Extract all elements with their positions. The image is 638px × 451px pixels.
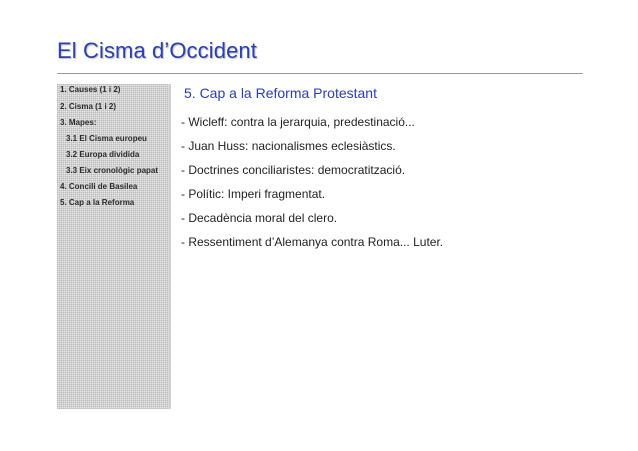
sidebar-item-concili-basilea[interactable]: 4. Concili de Basilea <box>60 182 138 191</box>
bullet-item: - Decadència moral del clero. <box>181 211 338 225</box>
bullet-item: - Wicleff: contra la jerarquia, predestinació... <box>181 115 415 129</box>
sidebar-item-cisma[interactable]: 2. Cisma (1 i 2) <box>60 102 117 111</box>
sidebar-item-cap-reforma[interactable]: 5. Cap a la Reforma <box>60 198 135 207</box>
slide-title: El Cisma d’Occident <box>57 38 257 63</box>
bullet-item: - Juan Huss: nacionalismes eclesiàstics. <box>181 139 396 153</box>
sidebar-item-eix-cronologic[interactable]: 3.3 Eix cronològic papat <box>66 166 159 175</box>
sidebar-item-europa-dividida[interactable]: 3.2 Europa dividida <box>66 150 140 159</box>
title-divider <box>57 73 583 74</box>
bullet-item: - Ressentiment d’Alemanya contra Roma... Luter. <box>181 235 444 249</box>
sidebar-item-mapes[interactable]: 3. Mapes: <box>60 118 97 127</box>
section-heading: 5. Cap a la Reforma Protestant <box>184 85 377 101</box>
sidebar-item-cisma-europeu[interactable]: 3.1 El Cisma europeu <box>66 134 147 143</box>
sidebar-nav <box>57 84 171 409</box>
sidebar-item-causes[interactable]: 1. Causes (1 i 2) <box>60 85 121 94</box>
bullet-item: - Polític: Imperi fragmentat. <box>181 187 326 201</box>
bullet-item: - Doctrines conciliaristes: democratització. <box>181 163 406 177</box>
